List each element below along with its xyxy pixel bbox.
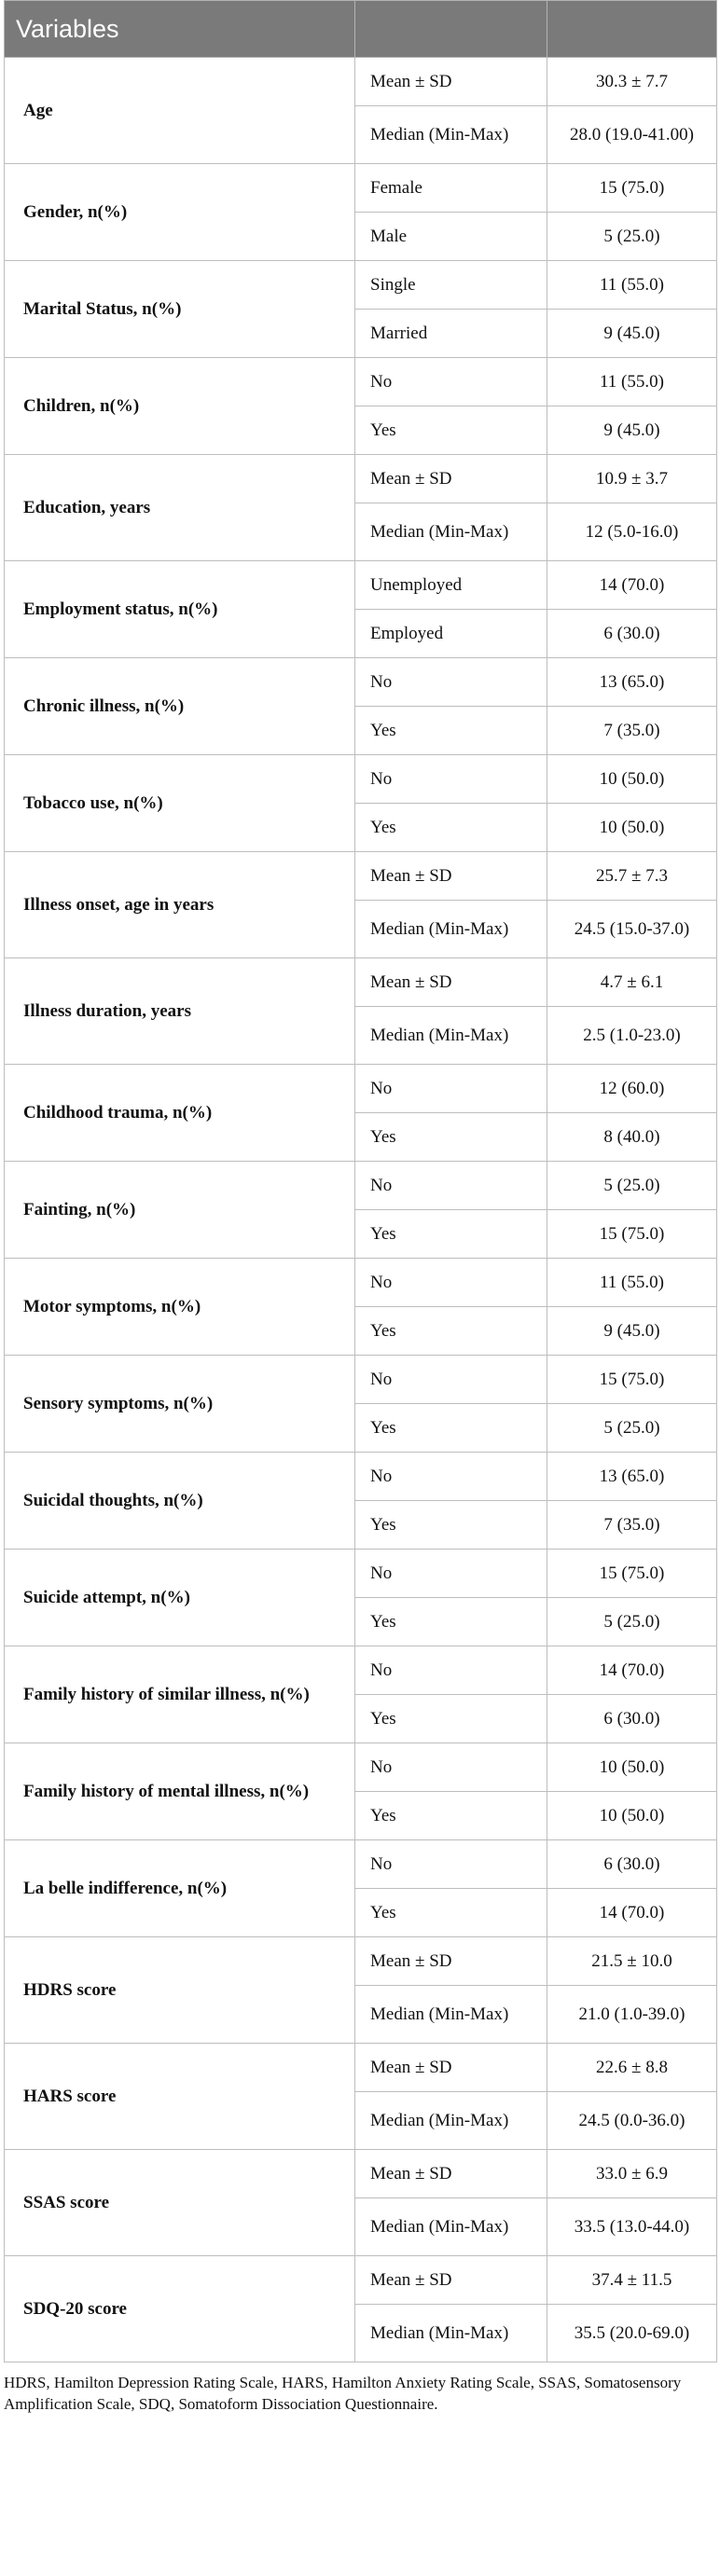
statistic-label: Median (Min-Max) [355,2198,547,2256]
statistic-label: No [355,1646,547,1695]
statistic-value: 10 (50.0) [547,755,717,804]
table-row [5,2256,717,2305]
table-row [5,852,717,901]
statistic-value: 6 (30.0) [547,610,717,658]
statistic-value: 21.5 ± 10.0 [547,1937,717,1986]
statistic-label: Yes [355,1113,547,1162]
table-row [5,2044,717,2092]
statistic-label: Yes [355,1404,547,1453]
statistic-value: 12 (5.0-16.0) [547,503,717,561]
statistic-value: 14 (70.0) [547,561,717,610]
table-row [5,561,717,610]
table-row [5,164,717,213]
statistic-label: Median (Min-Max) [355,2092,547,2150]
statistic-value: 11 (55.0) [547,261,717,310]
variable-label: HDRS score [5,1937,355,2044]
statistic-value: 24.5 (15.0-37.0) [547,901,717,958]
statistic-label: Median (Min-Max) [355,503,547,561]
statistic-label: Yes [355,1695,547,1743]
variable-label: Family history of similar illness, n(%) [5,1646,355,1743]
statistic-value: 7 (35.0) [547,707,717,755]
table-body [5,58,717,2362]
statistic-value: 33.5 (13.0-44.0) [547,2198,717,2256]
table-row [5,1453,717,1501]
variable-label: Fainting, n(%) [5,1162,355,1259]
statistic-value: 15 (75.0) [547,1356,717,1404]
variable-label: Childhood trauma, n(%) [5,1065,355,1162]
table-row [5,1356,717,1404]
table-row [5,58,717,106]
statistic-value: 15 (75.0) [547,1210,717,1259]
statistic-value: 11 (55.0) [547,358,717,406]
statistic-value: 13 (65.0) [547,1453,717,1501]
statistic-value: 6 (30.0) [547,1840,717,1889]
statistic-label: No [355,1743,547,1792]
statistic-label: Mean ± SD [355,2256,547,2305]
variable-label: La belle indifference, n(%) [5,1840,355,1937]
statistic-label: Yes [355,1210,547,1259]
variable-label: Tobacco use, n(%) [5,755,355,852]
statistic-label: Mean ± SD [355,58,547,106]
statistic-value: 5 (25.0) [547,1162,717,1210]
variable-label: Family history of mental illness, n(%) [5,1743,355,1840]
table-row [5,1937,717,1986]
statistic-label: Employed [355,610,547,658]
variable-label: Chronic illness, n(%) [5,658,355,755]
statistic-value: 28.0 (19.0-41.00) [547,106,717,164]
statistic-value: 14 (70.0) [547,1646,717,1695]
statistic-label: No [355,1065,547,1113]
statistic-label: Yes [355,406,547,455]
statistic-label: No [355,1259,547,1307]
header-variables: Variables [5,1,355,58]
statistic-value: 24.5 (0.0-36.0) [547,2092,717,2150]
statistic-value: 7 (35.0) [547,1501,717,1550]
statistic-label: Yes [355,707,547,755]
statistic-label: Yes [355,1307,547,1356]
table-row [5,1065,717,1113]
table-row [5,1162,717,1210]
statistic-label: Male [355,213,547,261]
header-statistic [355,1,547,58]
variable-label: Marital Status, n(%) [5,261,355,358]
table-row [5,455,717,503]
variable-label: Suicide attempt, n(%) [5,1550,355,1646]
table-footnote: HDRS, Hamilton Depression Rating Scale, HARS, Hamilton Anxiety Rating Scale, SSAS, Somatosensory Amplification Scale, SDQ, Somatoform Dissociation Questionnaire. [4,2374,682,2413]
variable-label: Gender, n(%) [5,164,355,261]
statistic-value: 37.4 ± 11.5 [547,2256,717,2305]
table-row [5,261,717,310]
header-value [547,1,717,58]
statistic-value: 33.0 ± 6.9 [547,2150,717,2198]
table-row [5,358,717,406]
statistic-label: No [355,1840,547,1889]
table-row [5,658,717,707]
variable-label: SSAS score [5,2150,355,2256]
statistic-label: Female [355,164,547,213]
variable-label: Employment status, n(%) [5,561,355,658]
variable-label: HARS score [5,2044,355,2150]
statistic-value: 21.0 (1.0-39.0) [547,1986,717,2044]
statistic-label: Yes [355,1598,547,1646]
variable-label: Suicidal thoughts, n(%) [5,1453,355,1550]
statistic-label: No [355,1550,547,1598]
statistic-value: 2.5 (1.0-23.0) [547,1007,717,1065]
statistic-label: No [355,1453,547,1501]
statistic-value: 35.5 (20.0-69.0) [547,2305,717,2362]
statistic-value: 30.3 ± 7.7 [547,58,717,106]
statistic-label: Yes [355,1889,547,1937]
statistic-label: Median (Min-Max) [355,2305,547,2362]
statistic-value: 25.7 ± 7.3 [547,852,717,901]
statistic-value: 4.7 ± 6.1 [547,958,717,1007]
variable-label: Illness duration, years [5,958,355,1065]
statistic-value: 15 (75.0) [547,1550,717,1598]
table-row [5,2150,717,2198]
variable-label: Motor symptoms, n(%) [5,1259,355,1356]
statistic-value: 22.6 ± 8.8 [547,2044,717,2092]
statistic-label: No [355,1356,547,1404]
statistic-label: Mean ± SD [355,2150,547,2198]
table-row [5,1550,717,1598]
statistic-label: Unemployed [355,561,547,610]
statistic-label: Mean ± SD [355,455,547,503]
variable-label: Children, n(%) [5,358,355,455]
statistic-label: Mean ± SD [355,958,547,1007]
variable-label: Illness onset, age in years [5,852,355,958]
statistic-value: 10 (50.0) [547,804,717,852]
statistic-label: Mean ± SD [355,2044,547,2092]
table-row [5,1259,717,1307]
statistic-value: 10 (50.0) [547,1743,717,1792]
statistic-label: Yes [355,804,547,852]
statistic-value: 13 (65.0) [547,658,717,707]
statistic-label: Married [355,310,547,358]
statistic-value: 8 (40.0) [547,1113,717,1162]
statistic-value: 9 (45.0) [547,1307,717,1356]
statistic-label: Median (Min-Max) [355,106,547,164]
statistic-label: No [355,1162,547,1210]
statistic-value: 10.9 ± 3.7 [547,455,717,503]
statistic-label: Median (Min-Max) [355,901,547,958]
variable-label: Education, years [5,455,355,561]
statistic-label: Median (Min-Max) [355,1986,547,2044]
statistic-value: 11 (55.0) [547,1259,717,1307]
statistic-label: No [355,358,547,406]
statistic-label: Single [355,261,547,310]
statistic-value: 15 (75.0) [547,164,717,213]
statistic-label: Yes [355,1792,547,1840]
variable-label: SDQ-20 score [5,2256,355,2362]
statistic-value: 14 (70.0) [547,1889,717,1937]
statistic-value: 10 (50.0) [547,1792,717,1840]
statistic-value: 5 (25.0) [547,1598,717,1646]
statistic-label: Mean ± SD [355,1937,547,1986]
table-row [5,1743,717,1792]
table-row [5,958,717,1007]
statistic-value: 6 (30.0) [547,1695,717,1743]
statistic-label: Yes [355,1501,547,1550]
demographics-table [4,0,717,2362]
statistic-value: 5 (25.0) [547,213,717,261]
variable-label: Sensory symptoms, n(%) [5,1356,355,1453]
table-row [5,1840,717,1889]
statistic-label: No [355,755,547,804]
table-header-row [5,1,717,58]
statistic-label: Median (Min-Max) [355,1007,547,1065]
statistic-value: 9 (45.0) [547,406,717,455]
table-row [5,755,717,804]
statistic-label: Mean ± SD [355,852,547,901]
statistic-value: 12 (60.0) [547,1065,717,1113]
variable-label: Age [5,58,355,164]
statistic-label: No [355,658,547,707]
statistic-value: 9 (45.0) [547,310,717,358]
table-row [5,1646,717,1695]
statistic-value: 5 (25.0) [547,1404,717,1453]
